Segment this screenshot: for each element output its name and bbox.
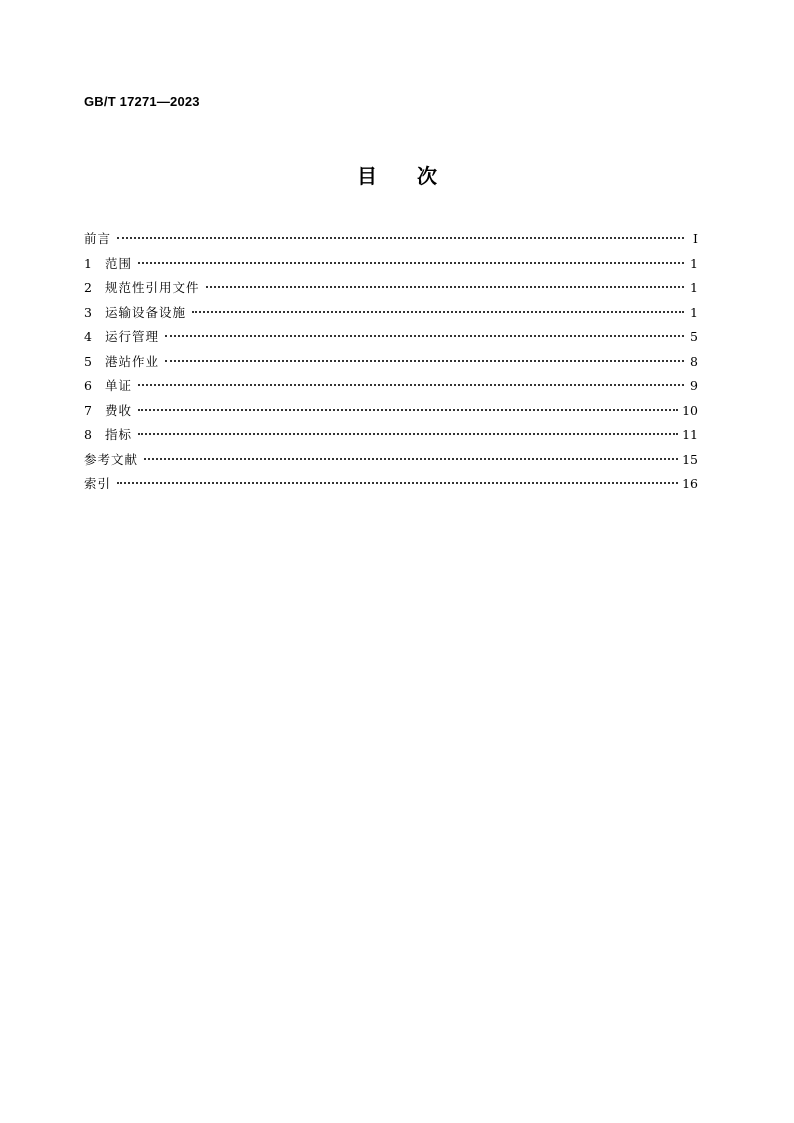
toc-leader-dots — [165, 335, 684, 337]
toc-leader-dots — [117, 237, 684, 239]
toc-entry-label: 前言 — [84, 231, 112, 246]
toc-leader-dots — [192, 311, 684, 313]
toc-entry-page: 1 — [690, 304, 698, 320]
toc-entry-page: 8 — [690, 353, 698, 369]
toc-entry-page: 15 — [682, 451, 698, 467]
toc-entry-label: 参考文献 — [84, 451, 139, 467]
toc-entry-page: 10 — [682, 402, 698, 418]
toc-entry-6[interactable] — [84, 374, 698, 399]
toc-entry-number: 4 — [84, 329, 92, 344]
toc-entry-label: 规范性引用文件 — [105, 280, 200, 295]
toc-entry-3[interactable] — [84, 301, 698, 326]
toc-entry-index[interactable] — [84, 472, 698, 497]
toc-entry-number: 8 — [84, 427, 92, 442]
toc-leader-dots — [144, 458, 678, 460]
toc-leader-dots — [165, 360, 684, 362]
toc-entry-label: 运行管理 — [105, 329, 160, 344]
toc-entry-number: 7 — [84, 402, 92, 418]
toc-entry-page: 1 — [690, 280, 698, 295]
toc-leader-dots — [206, 286, 684, 288]
toc-leader-dots — [138, 433, 678, 435]
toc-entry-number: 1 — [84, 255, 92, 271]
toc-leader-dots — [138, 409, 678, 411]
toc-entry-8[interactable] — [84, 423, 698, 448]
toc-entry-5[interactable] — [84, 350, 698, 375]
toc-entry-label: 指标 — [105, 427, 133, 442]
toc-entry-label: 索引 — [84, 476, 112, 491]
toc-entry-number: 5 — [84, 353, 92, 369]
standard-code: GB/T 17271—2023 — [84, 94, 200, 109]
toc-entry-2[interactable] — [84, 276, 698, 301]
toc-entry-7[interactable] — [84, 399, 698, 424]
toc-entry-1[interactable] — [84, 252, 698, 277]
toc-entry-number: 3 — [84, 304, 92, 320]
toc-entry-number: 6 — [84, 378, 92, 393]
toc-entry-label: 费收 — [105, 402, 133, 418]
toc-entry-page: 1 — [690, 255, 698, 271]
toc-entry-bibliography[interactable] — [84, 448, 698, 473]
toc-leader-dots — [138, 384, 684, 386]
toc-entry-page: 5 — [690, 329, 698, 344]
toc-entry-4[interactable] — [84, 325, 698, 350]
table-of-contents — [84, 227, 698, 497]
title-char-2: 次 — [417, 164, 437, 188]
toc-entry-foreword[interactable] — [84, 227, 698, 252]
toc-entry-page: 16 — [682, 476, 698, 491]
title-char-1: 目 — [357, 164, 377, 188]
page-title — [0, 160, 794, 189]
toc-entry-label: 单证 — [105, 378, 133, 393]
toc-entry-number: 2 — [84, 280, 92, 295]
toc-entry-label: 范围 — [105, 255, 133, 271]
toc-entry-page: 11 — [682, 427, 698, 442]
toc-leader-dots — [138, 262, 684, 264]
toc-entry-page: 9 — [690, 378, 698, 393]
toc-leader-dots — [117, 482, 678, 484]
toc-entry-label: 运输设备设施 — [105, 304, 187, 320]
toc-entry-page: I — [693, 231, 698, 246]
toc-entry-label: 港站作业 — [105, 353, 160, 369]
